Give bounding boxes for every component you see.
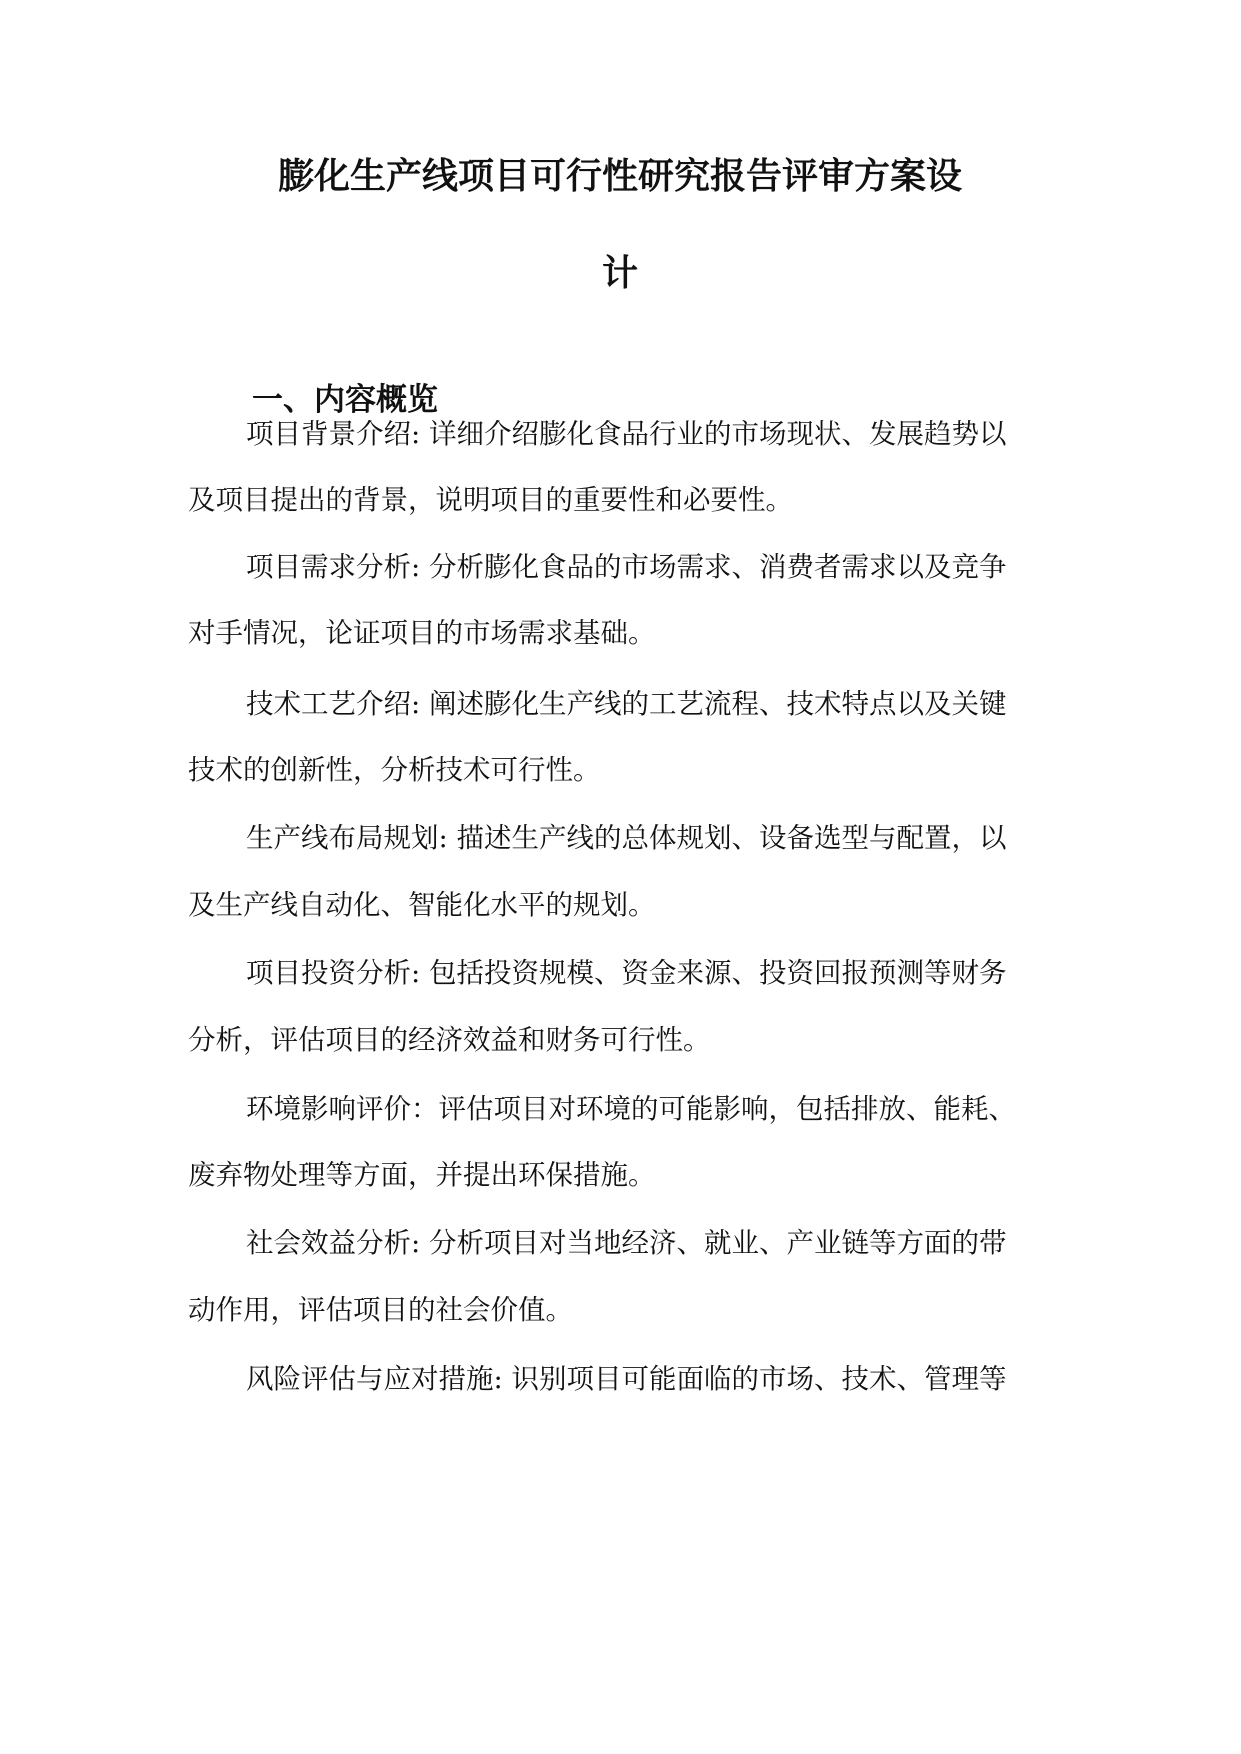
paragraph-8-line-1: 风险评估与应对措施: 识别项目可能面临的市场、技术、管理等 bbox=[246, 1363, 1007, 1395]
paragraph-7-line-1: 社会效益分析: 分析项目对当地经济、就业、产业链等方面的带 bbox=[246, 1227, 1007, 1259]
paragraph-1-line-2: 及项目提出的背景，说明项目的重要性和必要性。 bbox=[188, 484, 793, 516]
paragraph-3-line-1: 技术工艺介绍: 阐述膨化生产线的工艺流程、技术特点以及关键 bbox=[246, 688, 1007, 720]
paragraph-4-line-1: 生产线布局规划: 描述生产线的总体规划、设备选型与配置，以 bbox=[246, 822, 1007, 854]
paragraph-7-line-2: 动作用，评估项目的社会价值。 bbox=[188, 1294, 573, 1326]
paragraph-2-line-1: 项目需求分析: 分析膨化食品的市场需求、消费者需求以及竞争 bbox=[246, 551, 1007, 583]
paragraph-1-line-1: 项目背景介绍: 详细介绍膨化食品行业的市场现状、发展趋势以 bbox=[246, 418, 1007, 450]
paragraph-6-line-2: 废弃物处理等方面，并提出环保措施。 bbox=[188, 1159, 656, 1191]
paragraph-6-line-1: 环境影响评价：评估项目对环境的可能影响，包括排放、能耗、 bbox=[246, 1093, 1016, 1125]
paragraph-2-line-2: 对手情况，论证项目的市场需求基础。 bbox=[188, 617, 656, 649]
paragraph-5-line-2: 分析，评估项目的经济效益和财务可行性。 bbox=[188, 1024, 711, 1056]
paragraph-5-line-1: 项目投资分析: 包括投资规模、资金来源、投资回报预测等财务 bbox=[246, 957, 1007, 989]
paragraph-3-line-2: 技术的创新性，分析技术可行性。 bbox=[188, 754, 601, 786]
document-title-line2: 计 bbox=[601, 253, 638, 294]
document-title-line1: 膨化生产线项目可行性研究报告评审方案设 bbox=[277, 156, 962, 197]
paragraph-4-line-2: 及生产线自动化、智能化水平的规划。 bbox=[188, 889, 656, 921]
section-heading: 一、内容概览 bbox=[252, 382, 438, 418]
